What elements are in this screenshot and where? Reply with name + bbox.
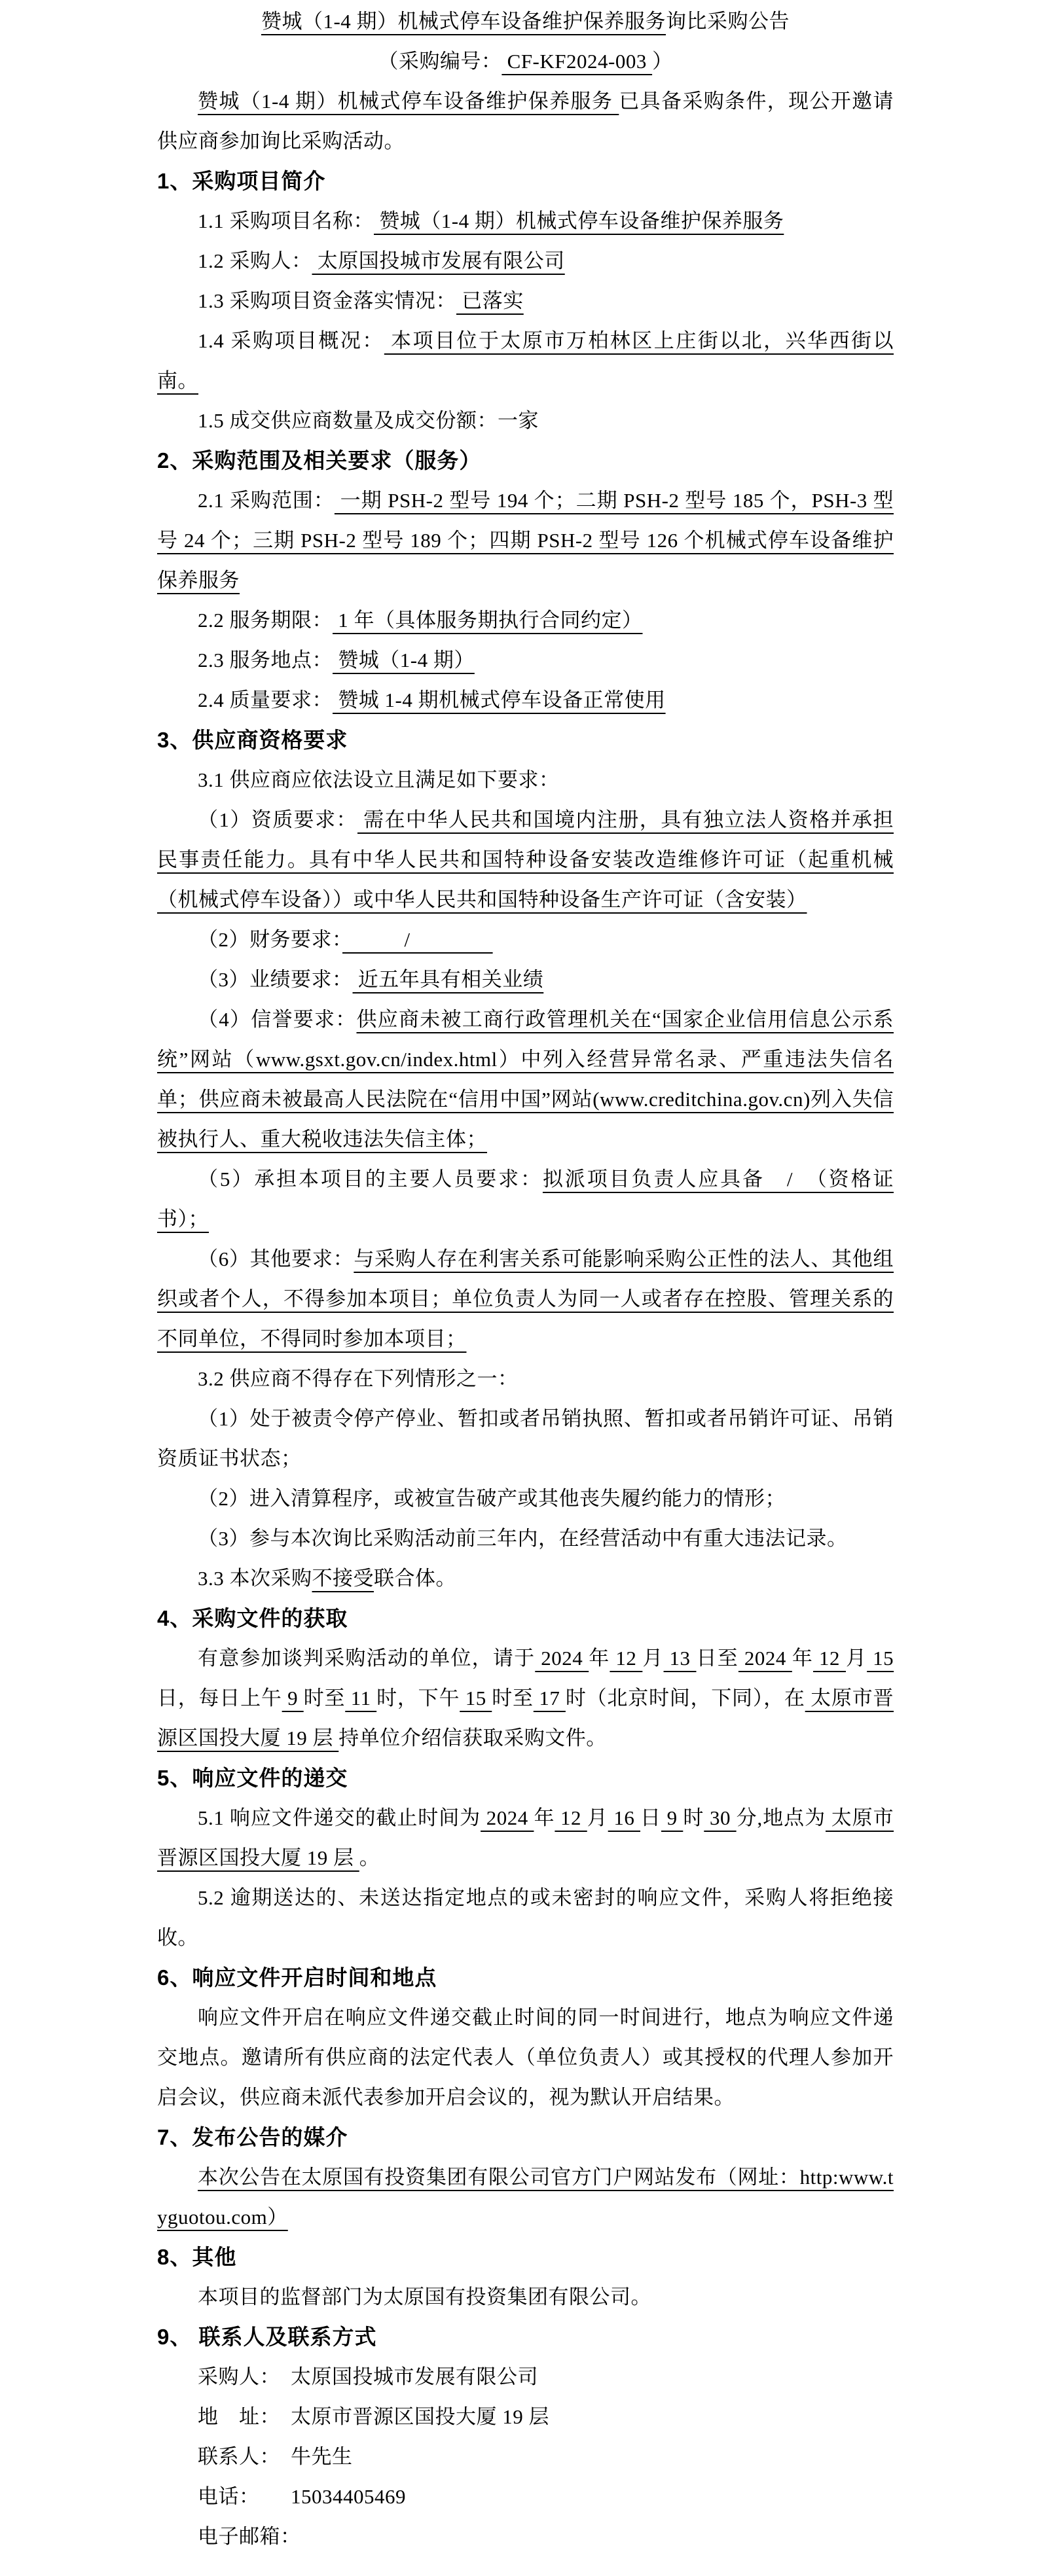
document-obtain-paragraph <box>157 1638 894 1758</box>
underlined-text-run: 30 <box>704 1806 737 1829</box>
text-run: 年 <box>589 1647 610 1670</box>
underlined-text-run: 本次公告在太原国有投资集团有限公司官方门户网站发布（网址：http:www.tyguotou.com） <box>157 2166 894 2228</box>
underlined-text-run: 太原市晋源区国投大厦 19 层 <box>157 1806 894 1869</box>
underlined-text-run: 近五年具有相关业绩 <box>352 968 544 991</box>
text-run: 联系人： 牛先生 <box>198 2445 353 2468</box>
supervision-paragraph <box>157 2277 894 2317</box>
text-run: （5）承担本项目的主要人员要求： <box>198 1168 543 1190</box>
text-run: 时（北京时间，下同），在 <box>565 1687 805 1709</box>
section-8-heading: 8、其他 <box>157 2245 237 2269</box>
section-9-heading: 9、 联系人及联系方式 <box>157 2325 377 2349</box>
underlined-text-run: 供应商未被工商行政管理机关在“国家企业信用信息公示系统”网站（www.gsxt.gov.cn/index.html）中列入经营异常名录、严重违法失信名单；供应商未被最高人民法院在“信用中国”网站(www.creditchina.gov.cn)列入失信被执行人、重大税收违法失信主体； <box>157 1008 894 1151</box>
text-run: 2.2 服务期限： <box>198 609 333 632</box>
text-run: 时 <box>683 1806 704 1829</box>
text-run: 年 <box>534 1806 555 1829</box>
section-5-heading: 5、响应文件的递交 <box>157 1766 348 1790</box>
item-1-2-purchaser <box>157 241 894 281</box>
item-3-2-intro <box>157 1359 894 1399</box>
text-run: 3.2 供应商不得存在下列情形之一： <box>198 1367 519 1390</box>
text-run: （2）进入清算程序，或被宣告破产或其他丧失履约能力的情形； <box>198 1487 786 1510</box>
underlined-text-run: 赞城（1-4 期）机械式停车设备维护保养服务 <box>261 10 666 33</box>
text-run: 1.1 采购项目名称： <box>198 209 374 232</box>
underlined-text-run: 赞城（1-4 期）机械式停车设备维护保养服务 <box>198 90 619 113</box>
text-run: 已具备采购条件，现公开邀请供应商参加询比采购活动。 <box>157 90 894 152</box>
text-run: 电子邮箱： <box>198 2525 301 2548</box>
text-run: 时至 <box>303 1687 346 1709</box>
qualification-1 <box>157 800 894 920</box>
section-1-heading: 1、采购项目简介 <box>157 169 326 193</box>
text-run: 电话： 15034405469 <box>198 2485 406 2508</box>
underlined-text-run: 9 <box>661 1806 684 1829</box>
qualification-5-key-personnel <box>157 1159 894 1239</box>
text-run: 2.1 采购范围： <box>198 489 335 512</box>
item-5-1-deadline <box>157 1798 894 1878</box>
text-run: （3）参与本次询比采购活动前三年内，在经营活动中有重大违法记录。 <box>198 1527 848 1550</box>
underlined-text-run: 1 年（具体服务期执行合同约定） <box>333 609 643 632</box>
section-3-heading: 3、供应商资格要求 <box>157 728 348 752</box>
underlined-text-run: 17 <box>533 1687 566 1709</box>
text-run: 时，下午 <box>376 1687 460 1709</box>
text-run: 月 <box>587 1806 608 1829</box>
opening-time-paragraph <box>157 1997 894 2117</box>
underlined-text-run: CF-KF2024-003 <box>501 50 653 73</box>
text-run: 月 <box>845 1647 867 1670</box>
text-run: 联合体。 <box>374 1567 456 1590</box>
text-run: 2.4 质量要求： <box>198 689 333 711</box>
text-run: 响应文件开启在响应文件递交截止时间的同一时间进行，地点为响应文件递交地点。邀请所有供应商的法定代表人（单位负责人）或其授权的代理人参加开启会议，供应商未派代表参加开启会议的，视为默认开启结果。 <box>157 2006 894 2109</box>
section-4-heading: 4、采购文件的获取 <box>157 1606 348 1630</box>
text-run: 时至 <box>492 1687 534 1709</box>
text-run: 有意参加谈判采购活动的单位，请于 <box>198 1647 536 1670</box>
text-run: （1）资质要求： <box>198 808 357 831</box>
text-run: 日，每日上午 <box>157 1687 282 1709</box>
underlined-text-run: 赞城（1-4 期）机械式停车设备维护保养服务 <box>374 209 784 232</box>
underlined-text-run: 太原国投城市发展有限公司 <box>312 249 565 272</box>
text-run: 月 <box>642 1647 664 1670</box>
text-run: ） <box>652 50 673 73</box>
text-run: 3.1 供应商应依法设立且满足如下要求： <box>198 768 560 791</box>
text-run: 持单位介绍信获取采购文件。 <box>338 1726 607 1749</box>
item-2-3-service-location <box>157 640 894 680</box>
prohibited-condition-1 <box>157 1399 894 1478</box>
text-run: 。 <box>359 1846 380 1869</box>
contact-buyer-line <box>157 2357 894 2397</box>
item-1-4-project-overview <box>157 321 894 401</box>
text-run: 1.5 成交供应商数量及成交份额：一家 <box>198 409 539 432</box>
procurement-ref-number-line <box>157 41 894 81</box>
text-run: 5.2 逾期送达的、未送达指定地点的或未密封的响应文件，采购人将拒绝接收。 <box>157 1886 894 1949</box>
contact-person-line <box>157 2437 894 2477</box>
underlined-text-run: 2024 <box>535 1647 589 1670</box>
underlined-text-run: 9 <box>282 1687 304 1709</box>
underlined-text-run: 赞城（1-4 期） <box>333 649 475 671</box>
underlined-text-run: 12 <box>813 1647 846 1670</box>
item-5-2-rejection <box>157 1878 894 1958</box>
underlined-text-run: 2024 <box>738 1647 792 1670</box>
prohibited-condition-2 <box>157 1478 894 1518</box>
text-run: 日 <box>640 1806 661 1829</box>
section-2-heading: 2、采购范围及相关要求（服务） <box>157 448 482 473</box>
qualification-3-performance <box>157 959 894 999</box>
text-run: （采购编号： <box>378 50 502 73</box>
text-run: 分,地点为 <box>736 1806 826 1829</box>
section-7-heading: 7、发布公告的媒介 <box>157 2125 348 2149</box>
text-run: （6）其他要求： <box>198 1247 354 1270</box>
underlined-text-run: 本项目位于太原市万柏林区上庄街以北，兴华西街以南。 <box>157 329 894 392</box>
item-2-2-service-period <box>157 600 894 640</box>
text-run: 本项目的监督部门为太原国有投资集团有限公司。 <box>198 2285 651 2308</box>
underlined-text-run: 16 <box>608 1806 641 1829</box>
item-2-1-scope <box>157 480 894 600</box>
item-1-1-project-name <box>157 201 894 241</box>
contact-address-line <box>157 2397 894 2437</box>
text-run: 1.3 采购项目资金落实情况： <box>198 289 456 312</box>
document-title <box>157 1 894 41</box>
text-run: 5.1 响应文件递交的截止时间为 <box>198 1806 481 1829</box>
item-1-5-supplier-count <box>157 401 894 440</box>
qualification-2-financial <box>157 920 894 959</box>
underlined-text-run: 12 <box>555 1806 587 1829</box>
text-run: 询比采购公告 <box>666 10 790 33</box>
underlined-text-run: 与采购人存在利害关系可能影响采购公正性的法人、其他组织或者个人，不得参加本项目；单位负责人为同一人或者存在控股、管理关系的不同单位，不得同时参加本项目； <box>157 1247 894 1350</box>
announcement-media-paragraph <box>157 2157 894 2237</box>
text-run: 1.4 采购项目概况： <box>198 329 384 352</box>
underlined-text-run: 一期 PSH-2 型号 194 个；二期 PSH-2 型号 185 个，PSH-3 型号 24 个；三期 PSH-2 型号 189 个；四期 PSH-2 型号 126 个机械式停车设备维护保养服务 <box>157 489 894 592</box>
contact-phone-line <box>157 2477 894 2516</box>
underlined-text-run: / <box>342 928 493 951</box>
item-3-3-no-consortium <box>157 1558 894 1598</box>
text-run: 日至 <box>696 1647 738 1670</box>
underlined-text-run: 拟派项目负责人应具备 / （资格证书）； <box>157 1168 894 1230</box>
item-2-4-quality-requirement <box>157 680 894 720</box>
text-run: （1）处于被责令停产停业、暂扣或者吊销执照、暂扣或者吊销许可证、吊销资质证书状态； <box>157 1407 894 1470</box>
underlined-text-run: 15 <box>460 1687 492 1709</box>
item-3-1-intro <box>157 760 894 800</box>
section-6-heading: 6、响应文件开启时间和地点 <box>157 1965 437 1990</box>
prohibited-condition-3 <box>157 1518 894 1558</box>
qualification-4-credit <box>157 999 894 1159</box>
text-run: （3）业绩要求： <box>198 968 353 991</box>
intro-paragraph <box>157 81 894 161</box>
text-run: 地 址： 太原市晋源区国投大厦 19 层 <box>198 2405 549 2428</box>
underlined-text-run: 11 <box>345 1687 377 1709</box>
text-run: 2.3 服务地点： <box>198 649 333 671</box>
text-run: 1.2 采购人： <box>198 249 312 272</box>
underlined-text-run: 12 <box>610 1647 643 1670</box>
item-1-3-funding-status <box>157 281 894 321</box>
text-run: 年 <box>792 1647 814 1670</box>
underlined-text-run: 需在中华人民共和国境内注册，具有独立法人资格并承担民事责任能力。具有中华人民共和国特种设备安装改造维修许可证（起重机械（机械式停车设备））或中华人民共和国特种设备生产许可证（含安装） <box>157 808 894 911</box>
contact-email-line <box>157 2516 894 2556</box>
text-run: （2）财务要求： <box>198 928 342 951</box>
text-run: （4）信誉要求： <box>198 1008 357 1031</box>
text-run: 采购人： 太原国投城市发展有限公司 <box>198 2365 538 2388</box>
underlined-text-run: 赞城 1-4 期机械式停车设备正常使用 <box>333 689 666 711</box>
text-run: 3.3 本次采购 <box>198 1567 312 1590</box>
underlined-text-run: 13 <box>663 1647 697 1670</box>
underlined-text-run: 2024 <box>481 1806 534 1829</box>
underlined-text-run: 已落实 <box>456 289 524 312</box>
underlined-text-run: 太原市晋源区国投大厦 19 层 <box>157 1687 894 1749</box>
underlined-text-run: 不接受 <box>312 1567 374 1590</box>
underlined-text-run: 15 <box>867 1647 894 1670</box>
qualification-6-other <box>157 1239 894 1359</box>
